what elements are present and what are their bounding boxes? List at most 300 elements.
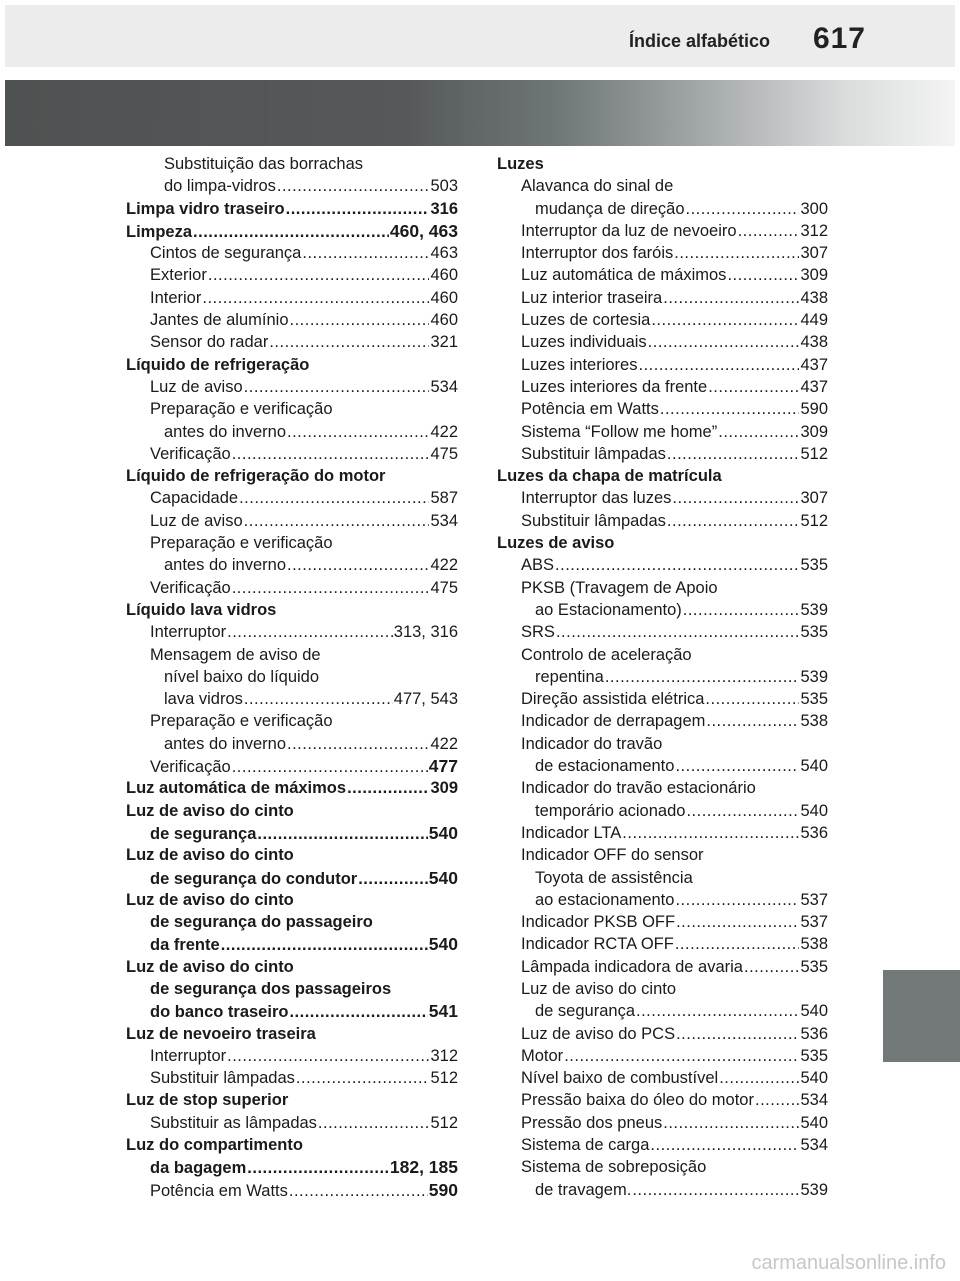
dot-leader <box>227 1045 429 1067</box>
index-entry-text: antes do inverno <box>164 422 287 441</box>
dot-leader <box>287 733 429 755</box>
index-entry-text: ao Estacionamento) <box>535 600 682 619</box>
index-entry <box>497 822 828 844</box>
index-entry <box>126 1134 458 1156</box>
dot-leader <box>686 800 799 822</box>
index-entry <box>126 889 458 911</box>
index-entry <box>497 153 828 175</box>
dot-leader <box>296 1067 430 1089</box>
index-entry-page: 534 <box>800 1091 828 1110</box>
index-entry-text: de travagem. <box>535 1180 632 1199</box>
index-entry-text: Luz automática de máximos <box>521 266 727 285</box>
dot-leader <box>719 1067 799 1089</box>
index-entry <box>497 621 828 643</box>
index-entry <box>497 398 828 420</box>
index-entry <box>126 666 458 688</box>
dot-leader <box>738 220 800 242</box>
index-entry-text: de estacionamento <box>535 757 675 776</box>
index-entry-text: Motor <box>521 1046 564 1065</box>
index-entry-text: Luz de aviso <box>150 377 243 396</box>
index-entry <box>497 554 828 576</box>
index-entry-page: 535 <box>800 957 828 976</box>
index-entry-page: 590 <box>428 1179 458 1200</box>
dot-leader <box>650 1134 799 1156</box>
index-entry <box>497 510 828 532</box>
header-banner <box>5 80 955 146</box>
index-entry-text: Luz de aviso <box>150 511 243 530</box>
dot-leader <box>660 398 800 420</box>
dot-leader <box>347 777 429 799</box>
index-entry-page: 309 <box>430 779 458 798</box>
index-entry <box>126 264 458 286</box>
index-entry-page: 460 <box>430 266 458 285</box>
index-entry-text: Indicador PKSB OFF <box>521 913 676 932</box>
index-entry-page: 321 <box>430 333 458 352</box>
index-entry <box>126 688 458 710</box>
dot-leader <box>675 755 799 777</box>
index-entry <box>126 1156 458 1178</box>
index-entry-text: Luz de aviso do PCS <box>521 1024 676 1043</box>
index-entry <box>126 198 458 220</box>
index-entry-text: Luz de aviso do cinto <box>521 979 677 998</box>
index-entry <box>126 1179 458 1201</box>
index-entry-page: 182, 185 <box>389 1157 458 1178</box>
dot-leader <box>636 1000 799 1022</box>
index-entry <box>497 487 828 509</box>
index-entry-page: 538 <box>800 935 828 954</box>
index-entry-page: 536 <box>800 823 828 842</box>
index-entry-page: 437 <box>800 355 828 374</box>
dot-leader <box>290 309 430 331</box>
index-entry <box>126 242 458 264</box>
index-entry-text: do limpa-vidros <box>164 177 276 196</box>
index-entry <box>497 1067 828 1089</box>
index-entry-page: 535 <box>800 690 828 709</box>
index-entry <box>126 510 458 532</box>
index-entry-text: Preparação e verificação <box>150 400 333 419</box>
dot-leader <box>227 621 393 643</box>
dot-leader <box>287 421 429 443</box>
dot-leader <box>718 421 799 443</box>
index-entry <box>497 354 828 376</box>
index-entry <box>497 1134 828 1156</box>
dot-leader <box>232 756 428 778</box>
index-entry <box>126 822 458 844</box>
index-entry <box>497 465 828 487</box>
index-entry <box>497 1045 828 1067</box>
index-entry <box>126 710 458 732</box>
index-entry <box>497 666 828 688</box>
section-title: Índice alfabético <box>628 31 770 51</box>
index-entry <box>497 933 828 955</box>
index-entry-text: Indicador do travão estacionário <box>521 779 756 798</box>
index-entry <box>497 1156 828 1178</box>
dot-leader <box>675 933 800 955</box>
index-entry-text: Controlo de aceleração <box>521 645 692 664</box>
index-entry-text: Exterior <box>150 266 207 285</box>
index-entry-text: Alavanca do sinal de <box>521 177 674 196</box>
index-entry <box>497 911 828 933</box>
index-entry-text: Substituição das borrachas <box>164 155 364 173</box>
index-entry-text: antes do inverno <box>164 556 287 575</box>
index-entry-page: 475 <box>430 444 458 463</box>
index-entry <box>497 331 828 353</box>
index-entry-page: 512 <box>430 1069 458 1088</box>
index-entry-text: Cintos de segurança <box>150 244 302 263</box>
index-entry-text: Interruptor das luzes <box>521 489 672 508</box>
index-entry-text: Interruptor dos faróis <box>521 244 674 263</box>
index-entry-text: de segurança <box>150 824 257 843</box>
index-entry <box>497 577 828 599</box>
index-entry-text: Luzes da chapa de matrícula <box>497 467 722 486</box>
index-entry-page: 535 <box>800 1046 828 1065</box>
index-column-left <box>126 153 458 1201</box>
index-entry-text: Nível baixo de combustível <box>521 1069 719 1088</box>
index-entry-text: de segurança do condutor <box>150 869 358 888</box>
dot-leader <box>564 1045 799 1067</box>
index-entry <box>126 1067 458 1089</box>
index-entry <box>126 1045 458 1067</box>
index-entry-page: 312 <box>430 1046 458 1065</box>
index-entry <box>126 354 458 376</box>
index-entry-page: 535 <box>800 623 828 642</box>
index-entry-page: 477 <box>428 756 458 777</box>
dot-leader <box>675 889 799 911</box>
index-entry-text: Luz interior traseira <box>521 288 663 307</box>
index-entry <box>126 465 458 487</box>
index-entry-text: Luz de aviso do cinto <box>126 801 294 820</box>
index-entry <box>497 264 828 286</box>
dot-leader <box>244 688 393 710</box>
index-entry <box>126 398 458 420</box>
index-entry-text: Interior <box>150 288 202 307</box>
index-entry-page: 316 <box>430 199 458 218</box>
index-entry-page: 590 <box>800 400 828 419</box>
index-entry <box>126 1112 458 1134</box>
index-entry-page: 537 <box>800 913 828 932</box>
index-entry <box>497 733 828 755</box>
index-entry-text: Capacidade <box>150 489 239 508</box>
index-entry <box>126 621 458 643</box>
index-entry-page: 540 <box>800 757 828 776</box>
index-entry <box>126 911 458 933</box>
index-entry-page: 309 <box>800 422 828 441</box>
index-entry-text: Interruptor da luz de nevoeiro <box>521 221 737 240</box>
watermark: carmanualsonline.info <box>751 1252 946 1274</box>
index-entry-page: 449 <box>800 311 828 330</box>
dot-leader <box>358 868 428 890</box>
index-entry-text: repentina <box>535 667 604 686</box>
index-entry <box>497 867 828 889</box>
dot-leader <box>672 487 799 509</box>
page-number: 617 <box>812 22 866 55</box>
index-entry-page: 460 <box>430 288 458 307</box>
index-entry <box>497 1179 828 1201</box>
index-entry <box>497 1112 828 1134</box>
dot-leader <box>638 354 799 376</box>
dot-leader <box>221 934 428 956</box>
index-entry <box>126 1023 458 1045</box>
index-entry-page: 540 <box>428 822 458 843</box>
index-entry-page: 536 <box>800 1024 828 1043</box>
index-entry-page: 540 <box>428 934 458 955</box>
dot-leader <box>555 554 799 576</box>
index-entry <box>126 487 458 509</box>
index-entry-page: 438 <box>800 333 828 352</box>
index-entry <box>497 755 828 777</box>
index-entry <box>126 287 458 309</box>
index-entry-page: 512 <box>430 1113 458 1132</box>
dot-leader <box>676 1023 799 1045</box>
index-entry <box>126 532 458 554</box>
index-entry-page: 540 <box>800 801 828 820</box>
index-entry <box>126 331 458 353</box>
index-entry-page: 460 <box>430 311 458 330</box>
index-entry-page: 422 <box>430 422 458 441</box>
index-entry <box>126 1000 458 1022</box>
dot-leader <box>232 577 430 599</box>
index-entry-text: mudança de direção <box>535 199 685 218</box>
index-entry-text: Interruptor <box>150 1046 227 1065</box>
index-entry <box>497 376 828 398</box>
index-entry-page: 541 <box>428 1001 458 1022</box>
index-entry-text: Indicador de derrapagem <box>521 712 706 731</box>
index-entry-page: 512 <box>800 511 828 530</box>
dot-leader <box>663 1112 799 1134</box>
index-entry <box>497 956 828 978</box>
index-entry <box>126 800 458 822</box>
index-entry-text: Luzes interiores <box>521 355 638 374</box>
index-entry <box>497 1023 828 1045</box>
index-entry-text: Sistema de sobreposição <box>521 1158 707 1177</box>
index-entry-page: 460, 463 <box>389 220 458 241</box>
dot-leader <box>705 688 799 710</box>
index-entry-text: Preparação e verificação <box>150 534 333 553</box>
index-entry-text: Luz automática de máximos <box>126 779 347 798</box>
index-entry-page: 540 <box>800 1069 828 1088</box>
index-entry-text: Substituir lâmpadas <box>521 511 666 530</box>
index-entry-page: 538 <box>800 712 828 731</box>
index-entry-text: Verificação <box>150 758 231 777</box>
index-entry-text: Indicador RCTA OFF <box>521 935 674 954</box>
index-entry-text: Direção assistida elétrica <box>521 690 705 709</box>
index-entry-page: 307 <box>800 489 828 508</box>
index-entry-page: 512 <box>800 444 828 463</box>
index-entry <box>126 220 458 242</box>
index-entry-text: Verificação <box>150 578 231 597</box>
index-entry-page: 534 <box>430 377 458 396</box>
index-entry-text: Preparação e verificação <box>150 712 333 731</box>
dot-leader <box>239 487 429 509</box>
index-entry-text: Mensagem de aviso de <box>150 645 321 664</box>
index-entry-page: 437 <box>800 377 828 396</box>
index-entry-page: 539 <box>800 667 828 686</box>
index-entry-text: Lâmpada indicadora de avaria <box>521 957 743 976</box>
index-entry <box>497 1089 828 1111</box>
index-entry <box>497 644 828 666</box>
index-entry-text: ao estacionamento <box>535 890 675 909</box>
index-entry-page: 540 <box>428 867 458 888</box>
dot-leader <box>247 1157 389 1179</box>
index-entry <box>126 844 458 866</box>
dot-leader <box>289 1180 428 1202</box>
dot-leader <box>257 823 427 845</box>
index-entry <box>126 644 458 666</box>
dot-leader <box>289 1001 427 1023</box>
index-entry-page: 540 <box>800 1113 828 1132</box>
dot-leader <box>244 376 430 398</box>
index-entry-page: 422 <box>430 734 458 753</box>
index-entry <box>126 777 458 799</box>
index-entry <box>497 688 828 710</box>
dot-leader <box>193 221 389 243</box>
index-entry-page: 309 <box>800 266 828 285</box>
index-entry <box>497 800 828 822</box>
index-entry-page: 463 <box>430 244 458 263</box>
index-entry-page: 312 <box>800 221 828 240</box>
dot-leader <box>605 666 800 688</box>
index-entry-page: 503 <box>430 177 458 196</box>
index-entry-text: nível baixo do líquido <box>164 667 320 686</box>
dot-leader <box>706 710 799 732</box>
index-entry <box>497 1000 828 1022</box>
dot-leader <box>269 331 429 353</box>
dot-leader <box>287 554 429 576</box>
dot-leader <box>755 1089 799 1111</box>
index-entry <box>497 198 828 220</box>
index-entry <box>126 376 458 398</box>
index-entry <box>497 889 828 911</box>
index-entry-page: 300 <box>800 199 828 218</box>
index-entry-text: Luzes de aviso <box>497 534 615 553</box>
dot-leader <box>744 956 799 978</box>
index-entry-text: Líquido de refrigeração do motor <box>126 467 386 486</box>
index-entry-text: temporário acionado <box>535 801 686 820</box>
index-entry-text: Pressão baixa do óleo do motor <box>521 1091 754 1110</box>
index-entry <box>126 443 458 465</box>
index-entry-page: 477, 543 <box>393 690 458 709</box>
index-entry-text: Pressão dos pneus <box>521 1113 663 1132</box>
index-entry-text: Limpa vidro traseiro <box>126 199 285 218</box>
dot-leader <box>232 443 430 465</box>
index-entry <box>497 220 828 242</box>
index-entry <box>126 867 458 889</box>
index-entry <box>126 978 458 1000</box>
index-entry-text: Limpeza <box>126 222 193 241</box>
index-entry-text: Luz de nevoeiro traseira <box>126 1024 316 1043</box>
index-entry-text: Luzes interiores da frente <box>521 377 708 396</box>
index-entry-text: Sistema de carga <box>521 1136 650 1155</box>
index-entry-text: da frente <box>150 936 220 955</box>
index-entry-text: Substituir lâmpadas <box>150 1069 295 1088</box>
index-entry <box>497 309 828 331</box>
index-entry <box>126 933 458 955</box>
index-entry-page: 534 <box>800 1136 828 1155</box>
index-entry-text: de segurança do passageiro <box>150 913 373 932</box>
dot-leader <box>632 1179 799 1201</box>
index-entry-text: lava vidros <box>164 690 243 709</box>
dot-leader <box>676 911 799 933</box>
index-entry-text: SRS <box>521 623 555 642</box>
index-entry <box>126 421 458 443</box>
dot-leader <box>727 264 799 286</box>
index-entry <box>126 733 458 755</box>
index-entry-text: Luz do compartimento <box>126 1136 303 1155</box>
index-entry-text: da bagagem <box>150 1159 247 1178</box>
index-column-right <box>497 153 828 1201</box>
index-entry-text: Indicador LTA <box>521 823 622 842</box>
index-entry-text: Luz de aviso do cinto <box>126 846 294 865</box>
index-entry-page: 475 <box>430 578 458 597</box>
index-entry-text: Luzes <box>497 155 544 173</box>
index-entry <box>497 710 828 732</box>
index-entry-text: ABS <box>521 556 555 575</box>
dot-leader <box>667 510 800 532</box>
index-entry <box>497 443 828 465</box>
index-entry <box>126 755 458 777</box>
dot-leader <box>667 443 800 465</box>
index-entry-text: Sensor do radar <box>150 333 269 352</box>
index-entry <box>126 599 458 621</box>
dot-leader <box>622 822 799 844</box>
dot-leader <box>202 287 429 309</box>
index-entry-page: 307 <box>800 244 828 263</box>
dot-leader <box>318 1112 430 1134</box>
index-entry-text: Luz de aviso do cinto <box>126 957 294 976</box>
index-entry <box>126 577 458 599</box>
index-entry-text: Líquido de refrigeração <box>126 355 310 374</box>
index-entry-page: 539 <box>800 1180 828 1199</box>
index-entry-text: Interruptor <box>150 623 227 642</box>
index-entry-text: Líquido lava vidros <box>126 600 277 619</box>
index-entry-text: Jantes de alumínio <box>150 311 289 330</box>
chapter-tab <box>883 970 960 1062</box>
dot-leader <box>302 242 429 264</box>
dot-leader <box>648 331 800 353</box>
dot-leader <box>674 242 799 264</box>
index-entry-text: Luz de aviso do cinto <box>126 890 294 909</box>
index-entry-text: Indicador OFF do sensor <box>521 846 704 865</box>
index-entry-text: de segurança <box>535 1002 635 1021</box>
index-entry <box>126 956 458 978</box>
index-entry <box>126 175 458 197</box>
index-entry-text: Luz de stop superior <box>126 1091 289 1110</box>
dot-leader <box>286 198 430 220</box>
index-entry-page: 587 <box>430 489 458 508</box>
index-entry-page: 535 <box>800 556 828 575</box>
dot-leader <box>708 376 799 398</box>
index-entry-text: Potência em Watts <box>150 1181 288 1200</box>
index-entry <box>497 844 828 866</box>
index-entry <box>497 599 828 621</box>
dot-leader <box>556 621 800 643</box>
index-entry-text: Toyota de assistência <box>535 868 693 887</box>
index-entry-page: 537 <box>800 890 828 909</box>
index-entry-text: do banco traseiro <box>150 1003 289 1022</box>
index-entry-text: Substituir as lâmpadas <box>150 1113 317 1132</box>
index-entry <box>126 1089 458 1111</box>
index-entry-text: Substituir lâmpadas <box>521 444 666 463</box>
dot-leader <box>244 510 430 532</box>
index-entry-page: 540 <box>800 1002 828 1021</box>
index-entry-page: 534 <box>430 511 458 530</box>
index-entry-page: 422 <box>430 556 458 575</box>
index-entry <box>126 153 458 175</box>
index-entry-text: antes do inverno <box>164 734 287 753</box>
index-entry-text: de segurança dos passageiros <box>150 979 392 998</box>
index-entry <box>497 532 828 554</box>
dot-leader <box>277 175 430 197</box>
